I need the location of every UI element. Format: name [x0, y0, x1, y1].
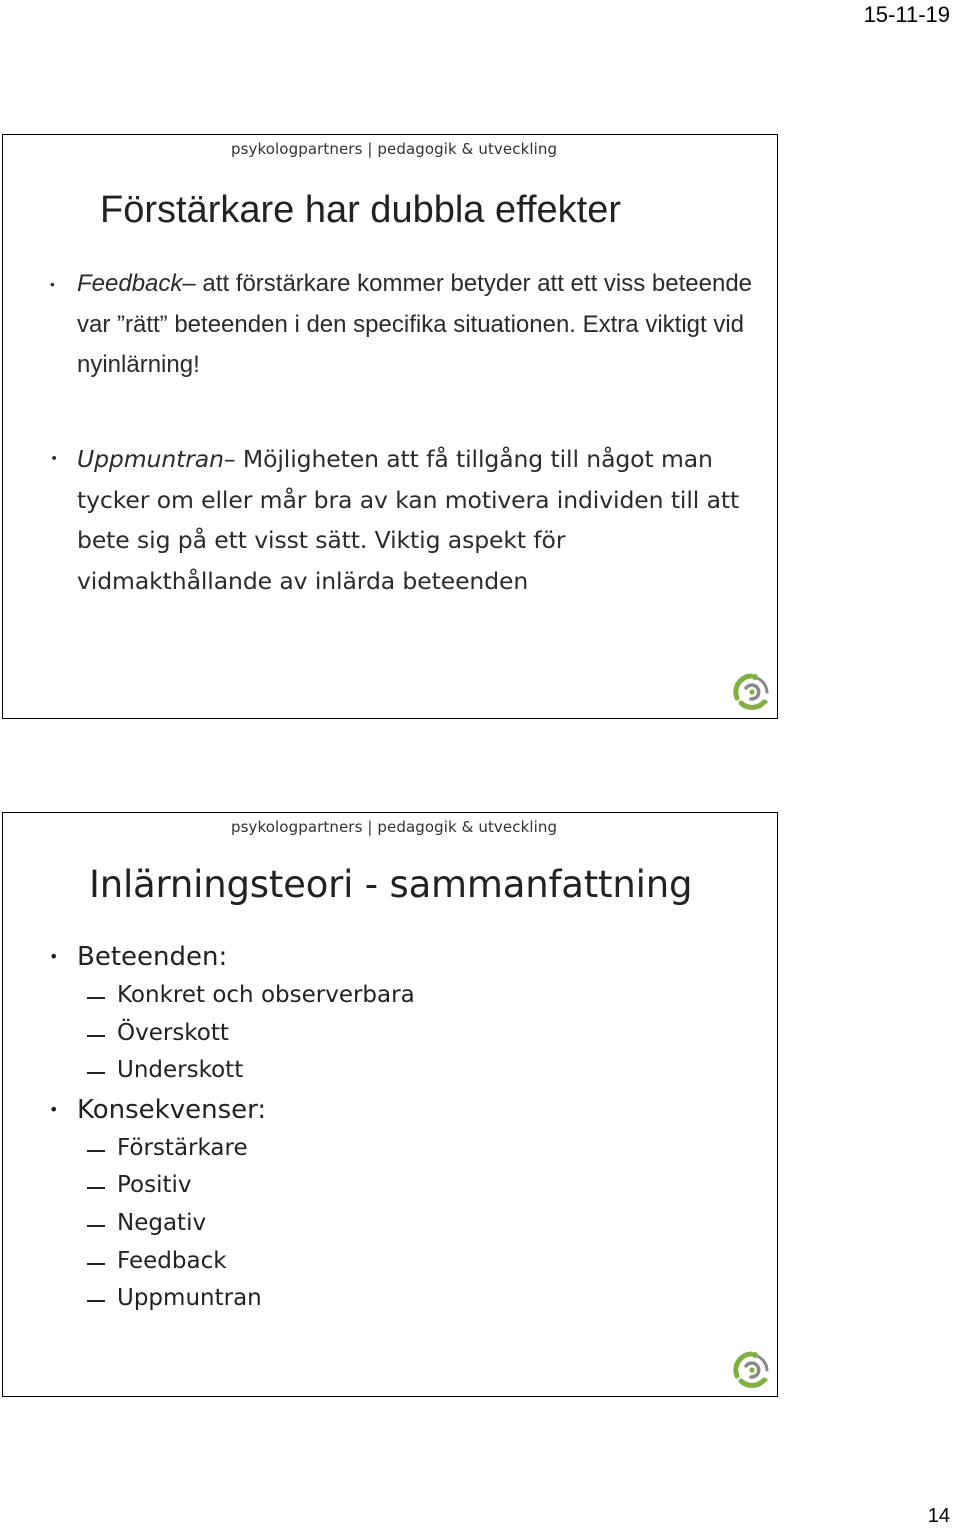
list-item-label: Positiv — [117, 1172, 192, 1199]
psykologpartners-logo-icon — [731, 672, 771, 712]
slide-header: psykologpartners | pedagogik & utveckling — [231, 140, 558, 158]
page-date: 15-11-19 — [863, 2, 950, 27]
bullet-icon: • — [49, 947, 59, 966]
dash-icon — [87, 1225, 105, 1227]
bullet-icon: • — [49, 1099, 59, 1119]
list-item-label: Förstärkare — [117, 1134, 248, 1161]
dash-icon — [87, 1072, 105, 1074]
summary-list — [49, 937, 415, 1318]
dash-icon — [87, 1187, 105, 1189]
list-item — [117, 1280, 415, 1318]
slide-title: Inlärningsteori - sammanfattning — [89, 863, 693, 906]
bullet-text: – Möjligheten att få tillgång till något man tycker om eller mår bra av kan motivera individen till att bete sig på ett visst sätt. Viktig aspekt för vidmakthållande av inlärda beteenden — [77, 445, 740, 595]
bullet-icon: • — [50, 276, 55, 292]
group-label: Konsekvenser: — [77, 1094, 267, 1125]
slide-title: Förstärkare har dubbla effekter — [100, 189, 622, 231]
list-item-label: Överskott — [117, 1019, 229, 1046]
slide-reinforcer-effects — [2, 134, 778, 719]
list-item — [117, 977, 415, 1015]
bullet-icon: • — [50, 451, 59, 467]
list-item — [117, 1015, 415, 1053]
list-item-label: Underskott — [117, 1057, 244, 1084]
bullet-uppmuntran — [50, 439, 757, 601]
dash-icon — [87, 1150, 105, 1152]
dash-icon — [87, 1263, 105, 1265]
page-number: 14 — [927, 1505, 950, 1527]
list-item-label: Uppmuntran — [117, 1285, 262, 1312]
list-item — [117, 1205, 415, 1243]
dash-icon — [87, 1035, 105, 1037]
list-item — [117, 1130, 415, 1168]
bullet-text: – att förstärkare kommer betyder att ett viss beteende var ”rätt” beteenden i den specifika situationen. Extra viktigt vid nyinlärning! — [77, 270, 753, 378]
dash-icon — [87, 1300, 105, 1302]
slide-header: psykologpartners | pedagogik & utveckling — [231, 818, 558, 836]
list-item-label: Negativ — [117, 1209, 207, 1236]
slide-learning-theory-summary — [2, 812, 778, 1397]
bullet-feedback — [50, 264, 757, 386]
list-item — [117, 1052, 415, 1090]
bullet-term: Feedback — [77, 270, 183, 297]
list-item — [117, 1167, 415, 1205]
list-item-label: Feedback — [117, 1247, 227, 1274]
list-item-label: Konkret och observerbara — [117, 982, 415, 1008]
bullet-term: Uppmuntran — [77, 445, 224, 473]
list-item-konsekvenser — [49, 1090, 415, 1130]
list-item-beteenden — [49, 937, 415, 977]
group-label: Beteenden: — [77, 942, 228, 972]
list-item — [117, 1243, 415, 1281]
dash-icon — [87, 997, 105, 999]
psykologpartners-logo-icon — [731, 1350, 771, 1390]
